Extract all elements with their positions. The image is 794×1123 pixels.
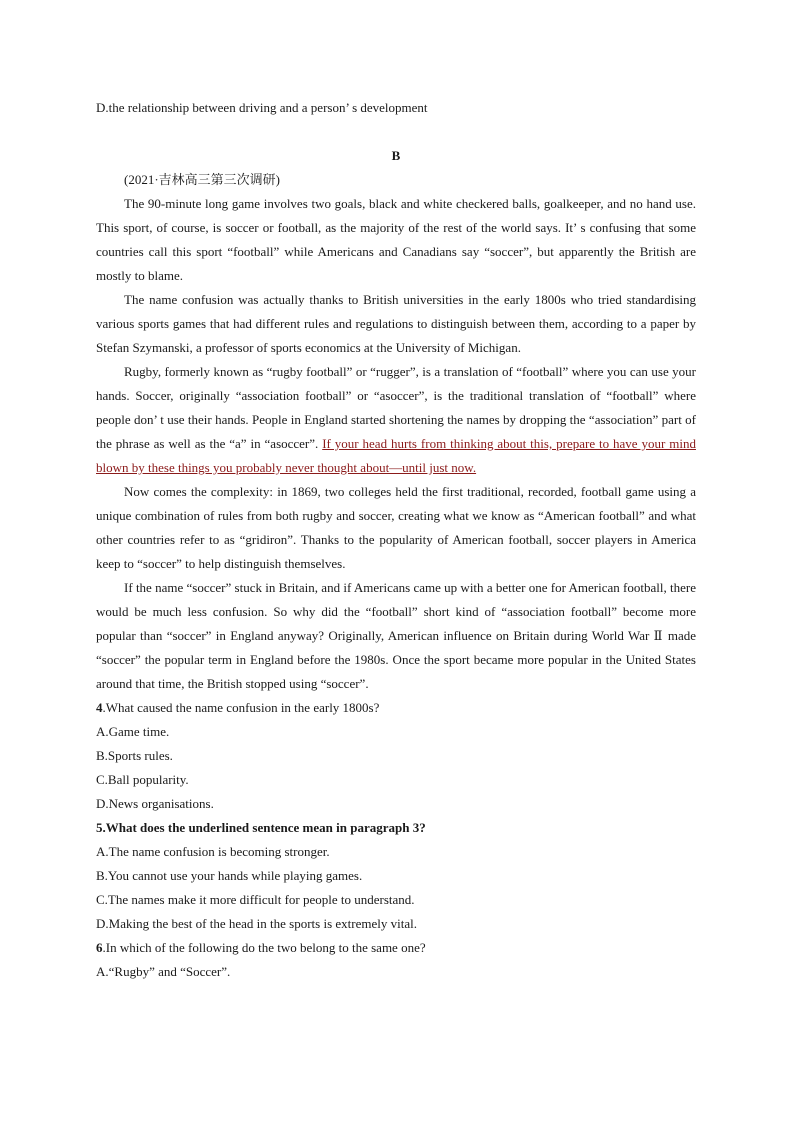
option-a: A.Game time. (96, 724, 170, 739)
section-letter: B (391, 148, 401, 163)
previous-option-d: D.the relationship between driving and a person’ s development (96, 100, 428, 115)
question-4 (96, 696, 696, 720)
source-note: (2021·吉林高三第三次调研) (124, 172, 280, 187)
question-number: 6 (96, 940, 103, 955)
option-b: B.Sports rules. (96, 748, 173, 763)
option-d: D.News organisations. (96, 796, 214, 811)
paragraph-5: If the name “soccer” stuck in Britain, and if Americans came up with a better one for American football, there would be much less confusion. So why did the “football” short kind of “association football” become more popular than “soccer” in England anyway? Originally, American influence on Britain during World War Ⅱ made “soccer” the popular term in England before the 1980s. Once the sport became more popular in the United States around that time, the British stopped using “soccer”. (96, 580, 696, 691)
question-stem: .What caused the name confusion in the early 1800s? (102, 700, 380, 715)
option-a: A.The name confusion is becoming stronger. (96, 844, 330, 859)
paragraph-1: The 90-minute long game involves two goals, black and white checkered balls, goalkeeper, and no hand use. This sport, of course, is soccer or football, as the majority of the rest of the world says. It’ s confusing that some countries call this sport “football” while Americans and Canadians say “soccer”, but apparently the British are mostly to blame. (96, 196, 696, 283)
question-5 (96, 816, 696, 840)
question-6 (96, 936, 696, 960)
question-number: 5 (96, 820, 103, 835)
option-b: B.You cannot use your hands while playing games. (96, 868, 363, 883)
option-c: C.The names make it more difficult for people to understand. (96, 892, 415, 907)
option-c: C.Ball popularity. (96, 772, 189, 787)
document-page (96, 96, 696, 984)
option-a: A.“Rugby” and “Soccer”. (96, 964, 231, 979)
question-stem: .In which of the following do the two belong to the same one? (102, 940, 426, 955)
option-d: D.Making the best of the head in the sports is extremely vital. (96, 916, 417, 931)
question-number: 4 (96, 700, 103, 715)
paragraph-2: The name confusion was actually thanks to British universities in the early 1800s who tried standardising various sports games that had different rules and regulations to distinguish between them, according to a paper by Stefan Szymanski, a professor of sports economics at the University of Michigan. (96, 292, 696, 355)
underlined-sentence: If your head hurts from thinking about this, prepare to have your mind blown by these things you probably never thought about—until just now. (96, 436, 696, 475)
paragraph-3-text: Rugby, formerly known as “rugby football” or “rugger”, is a translation of “football” where you can use your hands. Soccer, originally “association football” or “asoccer”, is the traditional translation of “football” where people don’ t use their hands. People in England started shortening the names by dropping the “association” part of the phrase as well as the “a” in “asoccer”. (96, 364, 696, 451)
question-stem: .What does the underlined sentence mean in paragraph 3? (102, 820, 426, 835)
paragraph-3 (96, 360, 696, 480)
paragraph-4: Now comes the complexity: in 1869, two colleges held the first traditional, recorded, football game using a unique combination of rules from both rugby and soccer, creating what we know as “American football” and what other countries refer to as “gridiron”. Thanks to the popularity of American football, soccer players in America keep to “soccer” to help distinguish themselves. (96, 484, 696, 571)
